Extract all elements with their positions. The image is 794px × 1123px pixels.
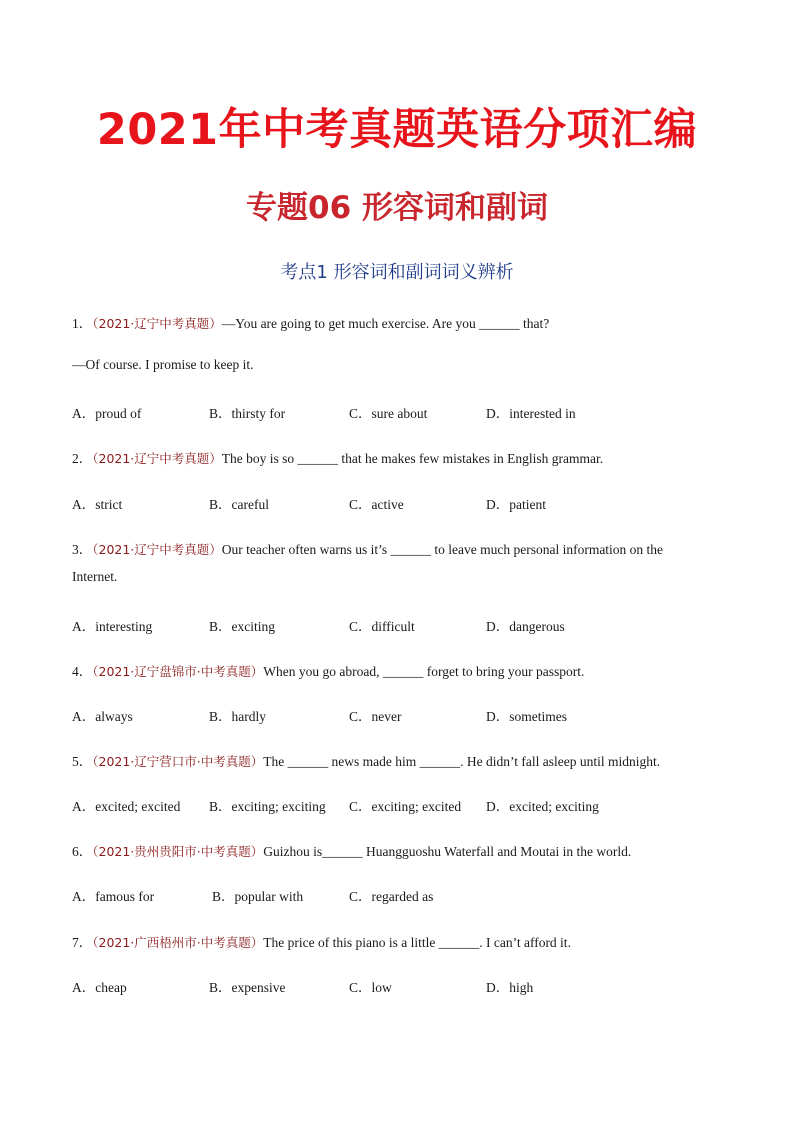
question-number: 6．: [72, 844, 93, 859]
question-source: （2021·广西梧州市·中考真题）: [92, 935, 264, 950]
option-c: C．regarded as: [349, 889, 434, 904]
question-7: [72, 931, 571, 951]
question-6: [72, 840, 631, 860]
document-title: 2021年中考真题英语分项汇编: [96, 105, 698, 155]
question-source: （2021·辽宁中考真题）: [92, 451, 222, 466]
question-text: —You are going to get much exercise. Are you ______ that?: [221, 316, 550, 331]
question-text: Guizhou is______ Huangguoshu Waterfall and Moutai in the world.: [263, 844, 632, 859]
option-d: D．patient: [486, 497, 546, 512]
option-d: D．high: [486, 980, 534, 995]
question-1-options: [72, 402, 772, 420]
option-a: A．proud of: [72, 406, 142, 421]
option-a: A．famous for: [72, 889, 155, 904]
question-text: When you go abroad, ______ forget to bring your passport.: [263, 664, 585, 679]
option-a: A．interesting: [72, 619, 153, 634]
question-4-options: [72, 705, 772, 723]
option-c: C．low: [349, 980, 392, 995]
question-text: The boy is so ______ that he makes few mistakes in English grammar.: [221, 451, 604, 466]
question-source: （2021·辽宁营口市·中考真题）: [92, 754, 264, 769]
option-d: D．interested in: [486, 406, 576, 421]
question-source: （2021·辽宁中考真题）: [92, 542, 222, 557]
option-b: B．exciting: [209, 619, 275, 634]
option-d: D．excited; exciting: [486, 799, 599, 814]
question-1: [72, 312, 549, 332]
question-number: 5．: [72, 754, 93, 769]
question-4: [72, 660, 584, 680]
option-c: C．active: [349, 497, 404, 512]
question-number: 3．: [72, 542, 93, 557]
question-2-options: [72, 493, 772, 511]
section-heading: 考点1 形容词和副词词义辨析: [280, 262, 514, 283]
option-d: D．sometimes: [486, 709, 567, 724]
option-b: B．exciting; exciting: [209, 799, 326, 814]
question-3-options: [72, 615, 772, 633]
question-5: [72, 750, 660, 770]
option-a: A．always: [72, 709, 133, 724]
option-d: D．dangerous: [486, 619, 565, 634]
option-a: A．cheap: [72, 980, 127, 995]
question-7-options: [72, 976, 772, 994]
option-a: A．excited; excited: [72, 799, 181, 814]
topic-subtitle: 专题06 形容词和副词: [246, 190, 548, 226]
question-source: （2021·贵州贵阳市·中考真题）: [92, 844, 264, 859]
question-number: 2．: [72, 451, 93, 466]
question-text: The price of this piano is a little ______. I can’t afford it.: [263, 935, 571, 950]
option-b: B．careful: [209, 497, 269, 512]
question-number: 4．: [72, 664, 93, 679]
question-3: [72, 538, 663, 558]
question-number: 1．: [72, 316, 93, 331]
question-text: Our teacher often warns us it’s ______ to leave much personal information on the: [221, 542, 664, 557]
option-b: B．hardly: [209, 709, 266, 724]
question-number: 7．: [72, 935, 93, 950]
question-6-options: [72, 885, 772, 903]
question-source: （2021·辽宁盘锦市·中考真题）: [92, 664, 264, 679]
question-text: The ______ news made him ______. He didn’t fall asleep until midnight.: [263, 754, 661, 769]
option-c: C．sure about: [349, 406, 428, 421]
option-c: C．exciting; excited: [349, 799, 462, 814]
question-3-continuation: Internet.: [72, 569, 118, 584]
option-b: B．thirsty for: [209, 406, 286, 421]
option-b: B．popular with: [212, 889, 304, 904]
option-a: A．strict: [72, 497, 123, 512]
option-b: B．expensive: [209, 980, 286, 995]
question-5-options: [72, 795, 772, 813]
question-source: （2021·辽宁中考真题）: [92, 316, 222, 331]
question-1-continuation: —Of course. I promise to keep it.: [72, 357, 254, 372]
question-2: [72, 447, 603, 467]
option-c: C．difficult: [349, 619, 415, 634]
option-c: C．never: [349, 709, 402, 724]
